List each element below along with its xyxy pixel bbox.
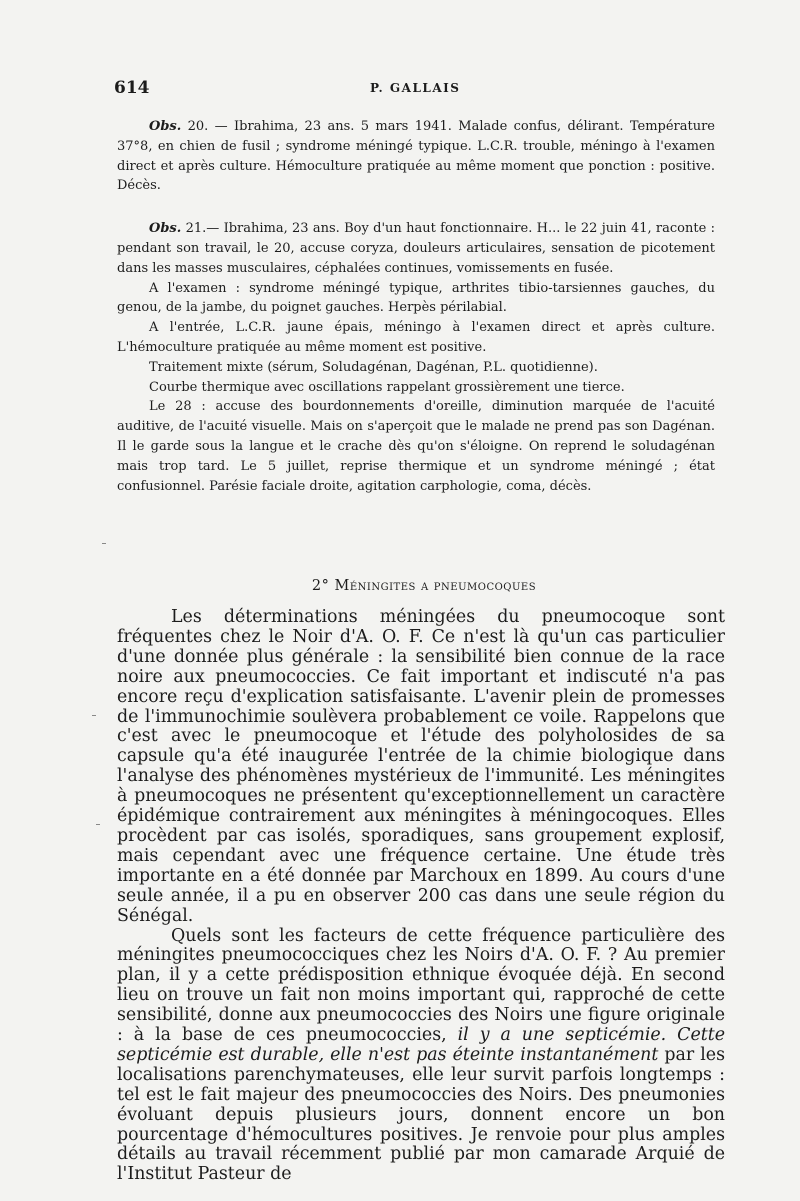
obs21-paragraph: Traitement mixte (sérum, Soludagénan, Dagénan, P.L. quotidienne). bbox=[149, 359, 598, 375]
observation-21 bbox=[117, 219, 715, 278]
page-header bbox=[114, 78, 734, 100]
obs-label: Obs. bbox=[149, 119, 182, 134]
obs21-paragraph: A l'examen : syndrome méningé typique, arthrites tibio-tarsiennes gauches, du genou, de la jambe, du poignet gauches. Herpès périlabial. bbox=[117, 280, 715, 316]
obs-text: 20. — Ibrahima, 23 ans. 5 mars 1941. Malade confus, délirant. Température 37°8, en chien de fusil ; syndrome méningé typique. L.C.R. trouble, méningo à l'examen direct et après culture. Hémoculture pratiquée au même moment que ponction : positive. Décès. bbox=[117, 119, 716, 194]
obs-label: Obs. bbox=[149, 221, 182, 237]
observation-20 bbox=[117, 117, 715, 196]
margin-mark bbox=[96, 824, 100, 825]
obs21-paragraph: Courbe thermique avec oscillations rappelant grossièrement une tierce. bbox=[149, 379, 625, 395]
observations-block bbox=[117, 117, 715, 496]
obs-text: 21.— Ibrahima, 23 ans. Boy d'un haut fonctionnaire. H... le 22 juin 41, raconte : pendant son travail, le 20, accuse coryza, douleurs articulaires, sensation de picotement dans les masses musculaires, céphalées continues, vomissements en fusée. bbox=[117, 221, 715, 276]
section-heading bbox=[114, 578, 734, 594]
running-head: P. GALLAIS bbox=[370, 81, 461, 95]
body-text-segment: par les localisations parenchymateuses, elle leur survit parfois longtemps : tel est le fait majeur des pneumococcies des Noirs. Des pneumonies évoluant depuis plusieurs jours, donnent encore un bon pourcentage d'hémocultures positives. Je renvoie pour plus amples détails au travail récemment publié par mon camarade Arquié de l'Institut Pasteur de bbox=[117, 1044, 725, 1185]
obs21-paragraph: A l'entrée, L.C.R. jaune épais, méningo à l'examen direct et après culture. L'hémoculture pratiquée au même moment est positive. bbox=[117, 320, 715, 355]
emphasized-text: il y a une septicémie. Cette septicémie est durable, elle n'est pas éteinte instantanément bbox=[117, 1025, 726, 1065]
page-number: 614 bbox=[114, 78, 150, 98]
main-body-text bbox=[117, 608, 725, 1185]
section-number: 2° bbox=[311, 578, 330, 594]
margin-mark bbox=[92, 715, 96, 716]
section-title: Méningites a pneumocoques bbox=[334, 578, 537, 594]
body-paragraph-1: Les déterminations méningées du pneumocoque sont fréquentes chez le Noir d'A. O. F. Ce n'est là qu'un cas particulier d'une donnée plus générale : la sensibilité bien connue de la race noire aux pneumococcies. Ce fait important et indiscuté n'a pas encore reçu d'explication satisfaisante. L'avenir plein de promesses de l'immunochimie soulèvera probablement ce voile. Rappelons que c'est avec le pneumocoque et l'étude des polyholosides de sa capsule qu'a été inaugurée l'entrée de la chimie biologique dans l'analyse des phénomènes mystérieux de l'immunité. Les méningites à pneumocoques ne présentent qu'exceptionnellement un caractère épidémique contrairement aux méningites à méningocoques. Elles procèdent par cas isolés, sporadiques, sans groupement explosif, mais cependant avec une fréquence certaine. Une étude très importante en a été donnée par Marchoux en 1899. Au cours d'une seule année, il a pu en observer 200 cas dans une seule région du Sénégal. bbox=[117, 607, 725, 926]
obs21-paragraph: Le 28 : accuse des bourdonnements d'oreille, diminution marquée de l'acuité auditive, de l'acuité visuelle. Mais on s'aperçoit que le malade ne prend pas son Dagénan. Il le garde sous la langue et le crache dès qu'on s'éloigne. On reprend le soludagénan mais trop tard. Le 5 juillet, reprise thermique et un syndrome méningé ; état confusionnel. Parésie faciale droite, agitation carphologie, coma, décès. bbox=[117, 399, 715, 494]
body-text-segment: Quels sont les facteurs de cette fréquence particulière des méningites pneumococciques chez les Noirs d'A. O. F. ? Au premier plan, il y a cette prédisposition ethnique évoquée déjà. En second lieu on trouve un fait non moins important qui, rapproché de cette sensibilité, donne aux pneumococcies des Noirs une figure originale : à la base de ces pneumococcies, bbox=[117, 925, 725, 1046]
margin-mark bbox=[102, 543, 106, 544]
body-paragraph-2 bbox=[117, 927, 725, 1186]
